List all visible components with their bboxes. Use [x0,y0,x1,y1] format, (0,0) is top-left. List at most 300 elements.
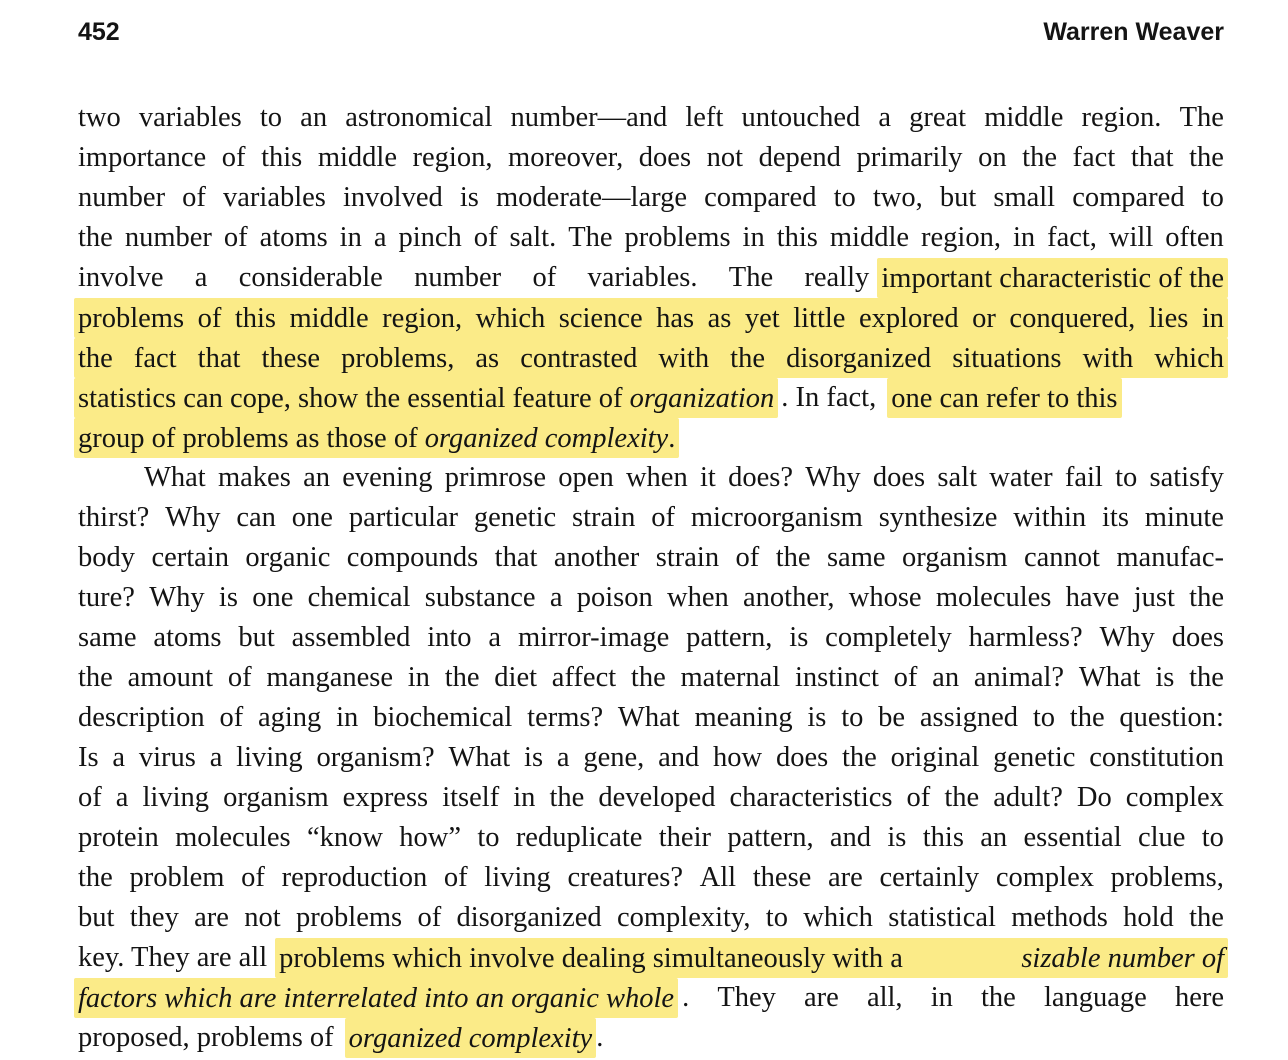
word: constitution [1089,742,1224,773]
word: but [238,622,275,653]
word: genetic [473,502,557,533]
word: assembled [291,622,411,653]
text-line [78,538,1224,578]
page-number: 452 [78,18,120,46]
word: of [78,782,102,813]
word: problems [296,902,403,933]
word: open [558,462,614,493]
text-line [78,618,1224,658]
word: protein [78,822,159,853]
word: What [617,702,680,733]
word: of [443,862,468,893]
word: does [775,742,829,773]
word: All [699,862,737,893]
word: variables [223,182,326,213]
word: involve [78,262,164,293]
word: can [236,502,276,533]
text-line [78,258,1224,298]
text-line [78,738,1224,778]
word: is [524,742,544,773]
word: atoms [153,622,222,653]
word: region. [1081,102,1162,133]
word: an [303,462,330,493]
text-line [78,778,1224,818]
word: substance [424,582,536,613]
word: virus [138,742,196,773]
word: an [300,102,328,133]
word: to [765,902,788,933]
word: “know [306,822,383,853]
word: number [414,262,502,293]
word: all, [866,982,903,1013]
word: depend [758,142,841,173]
highlight-text: problems which involve dealing simultaneously with a [279,943,903,974]
word: molecules [935,582,1052,613]
word: language [1043,982,1147,1013]
word: strain [655,542,720,573]
word: how [713,742,763,773]
word: small [993,182,1056,213]
word: of [221,142,246,173]
text-line [78,378,1224,418]
word: number [78,182,166,213]
word: the [78,862,113,893]
text-line [78,658,1224,698]
word: a [194,262,208,293]
word: in [742,222,765,253]
word: . [682,982,690,1013]
word: of [906,782,931,813]
word: disorganized [456,902,602,933]
word: importance [78,142,207,173]
word: but [78,902,115,933]
highlight-italic-text: organization [629,383,775,414]
word: question: [1119,702,1224,733]
word: within [1013,502,1087,533]
text-line [78,498,1224,538]
word: The [1179,102,1224,133]
word: Why [805,462,861,493]
word: creatures? [567,862,683,893]
word: of [651,502,675,533]
word: two, [872,182,923,213]
word: middle [829,222,910,253]
word: Do [1076,782,1112,813]
word: a [556,742,570,773]
word: have [1065,582,1120,613]
word: does [638,142,692,173]
word: primrose [444,462,547,493]
word: What [448,742,511,773]
word: the [775,542,811,573]
word: variables [138,102,242,133]
word: compounds [346,542,479,573]
body-text [78,98,1224,1058]
word: and [829,822,872,853]
word: number [124,222,212,253]
word: They [717,982,776,1013]
word: harmless? [968,622,1083,653]
word: certain [151,542,229,573]
word: when [625,462,688,493]
text-line [78,578,1224,618]
word: minute [1144,502,1224,533]
word: organism [223,782,329,813]
word: moreover, [508,142,624,173]
word: are [827,862,863,893]
word: methods [1011,902,1108,933]
text-line [78,178,1224,218]
word: of [735,542,760,573]
word: of [219,702,244,733]
word: great [909,102,967,133]
word: really [804,262,870,293]
word: fact, [1047,222,1097,253]
word: description [78,702,205,733]
word: be [878,702,906,733]
word: express [342,782,429,813]
word: does [872,462,926,493]
word: problems, [1110,862,1224,893]
word: just [1133,582,1175,613]
plain-text: . In fact, [781,382,877,413]
word: will [1108,222,1154,253]
word: in [1012,222,1036,253]
word: Why [165,502,221,533]
word: satisfy [1149,462,1224,493]
word: of [417,902,442,933]
word: same [826,542,886,573]
word: which [803,902,873,933]
word: how” [399,822,461,853]
highlight: one can refer to this [887,378,1121,418]
text-line [78,418,1224,458]
word: salt [937,462,977,493]
word: is [789,622,809,653]
word: the [944,782,980,813]
word: compared [1072,182,1185,213]
text-line [78,298,1224,338]
highlight: the fact that these problems, as contrasted with the disorganized situations with which [74,338,1228,378]
word: of [227,662,252,693]
word: problems [624,222,731,253]
word: this [922,822,964,853]
word: the [1189,902,1224,933]
word: What [1078,662,1141,693]
word: an [980,822,1008,853]
word: the [78,222,113,253]
word: an [932,662,960,693]
highlight: important characteristic of the [877,258,1228,298]
word: pattern, [686,622,773,653]
word: is [218,582,238,613]
word: a [373,222,387,253]
word: clue [1137,822,1186,853]
word: region, [921,222,1001,253]
word: is [887,822,907,853]
word: when [667,582,729,613]
word: in [407,662,430,693]
word: complex [1125,782,1224,813]
text-line [78,218,1224,258]
word: considerable [238,262,383,293]
word: diet [494,662,538,693]
plain-text: . [596,1022,604,1053]
word: certainly [879,862,980,893]
word: terms? [527,702,604,733]
words-after-highlight [682,978,1224,1018]
word: to [259,102,283,133]
word: in [339,222,362,253]
word: that [1130,142,1174,173]
word: a [549,582,563,613]
word: of [893,662,918,693]
word: this [776,222,818,253]
word: water [989,462,1053,493]
word: is [459,182,479,213]
word: evening [342,462,433,493]
highlight-text: . [668,423,676,454]
word: to [477,822,500,853]
word: in [930,982,953,1013]
text-line [78,938,1224,978]
word: of [241,862,265,893]
word: primarily [856,142,963,173]
word: variables. [587,262,698,293]
text-line [78,858,1224,898]
text-line [78,978,1224,1018]
word: the [1022,142,1057,173]
word: but [939,182,977,213]
word: to [1115,462,1138,493]
word: manganese [266,662,393,693]
word: the [78,662,113,693]
word: living [236,742,303,773]
word: the [1189,582,1224,613]
word: genetic [993,742,1076,773]
word: synthesize [878,502,998,533]
word: are [194,902,229,933]
word: the [1189,142,1224,173]
word: itself [442,782,500,813]
word: thirst? [78,502,150,533]
word: its [1101,502,1129,533]
word: Why [149,582,205,613]
word: the [1189,662,1224,693]
word: of [473,222,498,253]
word: problem [129,862,225,893]
word: makes [217,462,291,493]
word: chemical [307,582,411,613]
word: one [252,582,294,613]
plain-text: key. They are all [78,942,268,973]
word: poison [576,582,653,613]
word: these [752,862,812,893]
word: gene, [583,742,645,773]
word: to [841,702,864,733]
word: original [890,742,980,773]
word: the [1069,702,1105,733]
highlight: organized complexity [345,1018,597,1058]
text-line [78,898,1224,938]
word: to [833,182,856,213]
word: assigned [919,702,1019,733]
word: same [78,622,137,653]
word: animal? [973,662,1065,693]
word: of [532,262,557,293]
word: reproduction [281,862,428,893]
highlight [74,378,778,418]
word: strain [572,502,636,533]
word: is [807,702,827,733]
word: atoms [259,222,328,253]
word: often [1165,222,1224,253]
word: ture? [78,582,135,613]
word: the [980,982,1016,1013]
text-line [78,138,1224,178]
word: in [336,702,359,733]
highlight-text: group of problems as those of [78,423,418,454]
word: mirror-image [517,622,670,653]
word: to [1201,182,1224,213]
word: pinch [398,222,462,253]
word: the [549,782,585,813]
word: this [261,142,303,173]
word: particular [348,502,458,533]
word: body [78,542,135,573]
word: left [685,102,724,133]
plain-text: proposed, problems of [78,1022,334,1053]
highlight [275,938,1228,978]
word: fact [1072,142,1116,173]
word: Is [78,742,99,773]
word: of [223,222,248,253]
highlight: problems of this middle region, which science has as yet little explored or conquered, lies in [74,298,1228,338]
word: are [804,982,839,1013]
text-line [78,98,1224,138]
word: is [1155,662,1175,693]
word: a [209,742,223,773]
word: a [115,782,129,813]
word: pattern, [727,822,814,853]
word: not [244,902,281,933]
word: statistical [888,902,996,933]
word: one [291,502,333,533]
text-line [78,698,1224,738]
highlight-italic-text: sizable number of [1021,943,1224,974]
word: moderate—large [496,182,687,213]
word: characteristics [729,782,893,813]
text-line [78,818,1224,858]
word: molecules [175,822,291,853]
word: untouched [741,102,861,133]
word: What [144,462,206,493]
word: complex [995,862,1094,893]
word: cannot [1023,542,1100,573]
word: two [78,102,121,133]
word: involved [343,182,443,213]
word: organism [901,542,1008,573]
word: microorganism [690,502,863,533]
word: organism? [316,742,435,773]
word: to [1201,822,1224,853]
word: completely [825,622,952,653]
word: compared [704,182,817,213]
word: Why [1099,622,1155,653]
word: adult? [993,782,1063,813]
word: astronomical [345,102,493,133]
word: amount [127,662,214,693]
text-line [78,1018,1224,1058]
word: that [494,542,538,573]
word: the [630,662,666,693]
word: living [484,862,551,893]
word: hold [1123,902,1174,933]
word: middle [317,142,397,173]
word: the [842,742,877,773]
word: does [1171,622,1224,653]
word: organic [245,542,331,573]
word: a [488,622,502,653]
highlight-text: statistics can cope, show the essential feature of [78,383,623,414]
word: the [444,662,480,693]
word: it [699,462,716,493]
word: a [878,102,891,133]
word: salt. [509,222,557,253]
word: does? [728,462,793,493]
word: region, [412,142,493,173]
word: essential [1023,822,1122,853]
word: living [142,782,210,813]
word: another, [743,582,835,613]
highlight [74,418,679,458]
word: in [513,782,536,813]
word: instinct [794,662,879,693]
word: aging [257,702,322,733]
word: their [658,822,711,853]
word: reduplicate [515,822,643,853]
word: manufac- [1116,542,1224,573]
highlight: factors which are interrelated into an organic whole [74,978,678,1018]
highlight-italic-text: organized complexity [424,423,669,454]
word: and [658,742,700,773]
word: to [1032,702,1055,733]
word: not [706,142,744,173]
word: they [129,902,179,933]
word: whose [848,582,922,613]
words-before-highlight [78,258,869,298]
word: a [112,742,126,773]
word: number—and [510,102,668,133]
word: meaning [694,702,793,733]
word: developed [598,782,716,813]
word: of [182,182,206,213]
word: fail [1064,462,1103,493]
running-head: Warren Weaver [1043,18,1224,46]
word: affect [551,662,617,693]
text-line [78,458,1224,498]
word: into [427,622,472,653]
word: biochemical [373,702,513,733]
word: maternal [680,662,781,693]
word: middle [984,102,1064,133]
word: The [568,222,613,253]
word: on [978,142,1007,173]
word: complexity, [616,902,751,933]
text-line [78,338,1224,378]
word: The [728,262,774,293]
word: another [553,542,640,573]
